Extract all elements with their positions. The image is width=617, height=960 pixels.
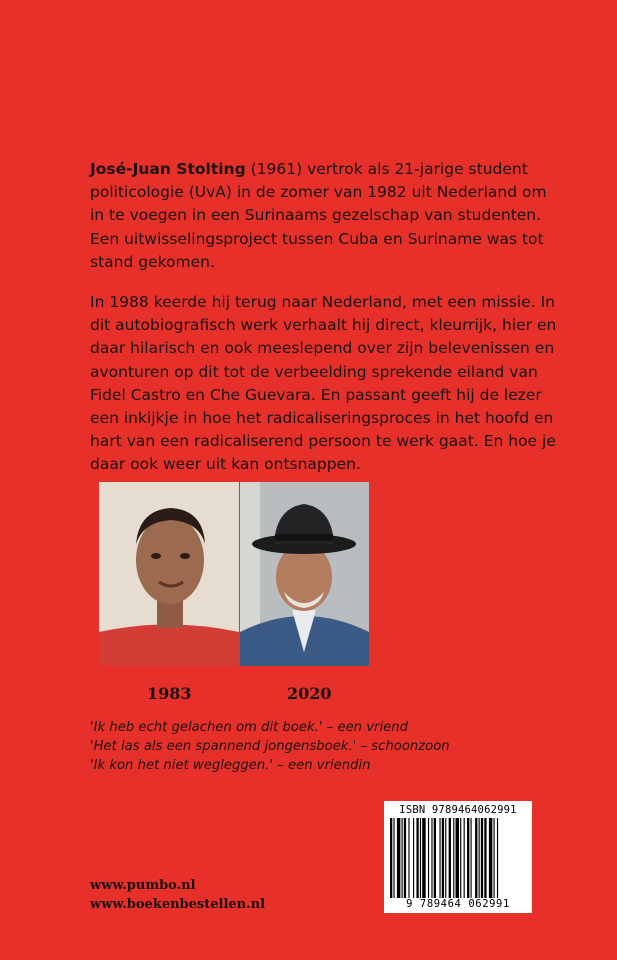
quote-item: 'Ik heb echt gelachen om dit boek.' – een vriend: [90, 720, 408, 735]
pumbo-link[interactable]: www.pumbo.nl: [90, 878, 196, 893]
photo-caption-1983: 1983: [147, 684, 192, 703]
author-name: José-Juan Stolting: [90, 160, 246, 178]
ean-digits: 9 789464 062991: [384, 898, 532, 910]
back-cover-blurb: [90, 158, 560, 494]
boekenbestellen-link[interactable]: www.boekenbestellen.nl: [90, 897, 266, 912]
blurb-paragraph-2: In 1988 keerde hij terug naar Nederland, met een missie. In dit autobiografisch werk verhaalt hij direct, kleurrijk, hier en daar hilarisch en ook meeslepend over zijn belevenissen en avonturen op dit tot de verbeelding sprekende eiland van Fidel Castro en Che Guevara. En passant geeft hij de lezer een inkijkje in hoe het radicaliseringsproces in het hoofd en hart van een radicaliserend persoon te werk gaat. En hoe je daar ook weer uit kan ontsnappen.: [90, 293, 557, 474]
barcode-bars: [390, 818, 526, 900]
publisher-links: [90, 876, 265, 914]
author-photo-1983: [99, 482, 239, 666]
blurb-paragraph-1-text: (1961) vertrok als 21-jarige student politicologie (UvA) in de zomer van 1982 uit Nederland om in te voegen in een Surinaams gezelschap van studenten. Een uitwisselingsproject tussen Cuba en Suriname was tot stand gekomen.: [90, 160, 547, 271]
isbn-label: ISBN 9789464062991: [399, 804, 517, 816]
author-photo-2020: [240, 482, 369, 666]
quote-item: 'Ik kon het niet wegleggen.' – een vriendin: [90, 758, 371, 773]
reader-quotes: [90, 718, 450, 775]
blurb-paragraph-1: [90, 158, 560, 274]
quote-item: 'Het las als een spannend jongensboek.' – schoonzoon: [90, 739, 450, 754]
photo-caption-2020: 2020: [287, 684, 332, 703]
isbn-barcode: [384, 801, 532, 913]
